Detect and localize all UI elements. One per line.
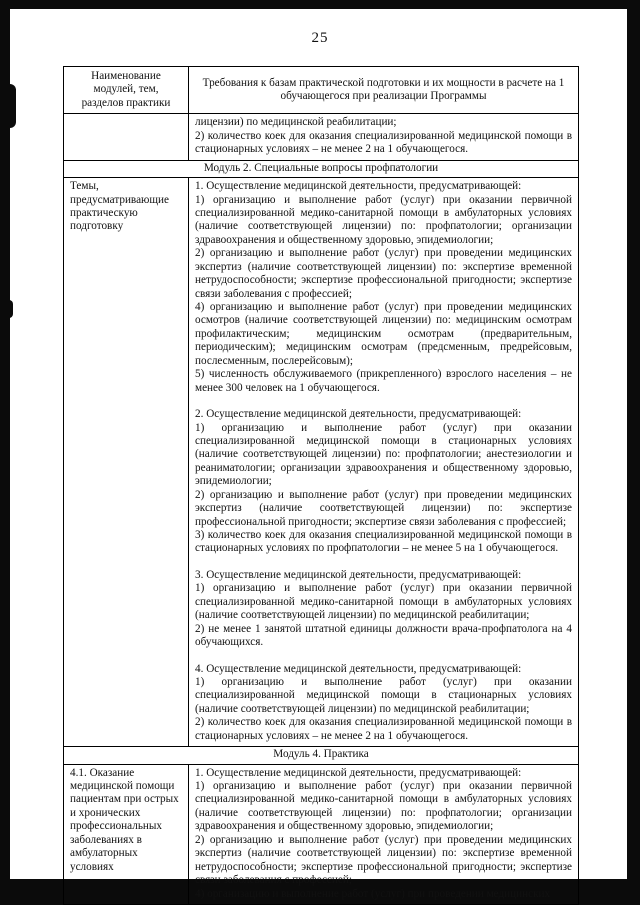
paragraph: 4) организацию и выполнение работ (услуг) при проведении медицинских осмотров (наличие соответствующей лицензии) по: медицинским осмотрам профилактическим; медицинским осмотрам (предварительным, периодическим); медицинским осмотрам (предсменным, предрейсовым, послесменным, послерейсовым); [195,301,572,367]
cell-module-practice: 4.1. Оказание медицинской помощи пациентам при острых и хронических профессиональных заболеваниях в амбулаторных условиях [64,764,189,904]
paragraph: 1) организацию и выполнение работ (услуг) при оказании первичной специализированной медико-санитарной помощи в амбулаторных условиях (наличие соответствующей лицензии) по медицинской реабилитации; [195,582,572,622]
paragraph: 4) организацию и выполнение работ (услуг) при проведении медицинских [195,887,551,900]
paragraph: 1. Осуществление медицинской деятельности, предусматривающей: [195,766,522,779]
paragraph: 4. Осуществление медицинской деятельности, предусматривающей: [195,662,522,675]
section-row-module4 [64,747,579,764]
table-row-topics [64,178,579,747]
paragraph: 2. Осуществление медицинской деятельности, предусматривающей: [195,408,522,421]
cell-module-empty [64,114,189,160]
requirements-table [63,66,579,905]
page-number: 25 [311,30,329,46]
scan-edge-top [0,0,640,9]
paragraph: 2) организацию и выполнение работ (услуг) при проведении медицинских экспертиз (наличие соответствующей лицензии) по: экспертизе временной нетрудоспособности; экспертизе профессиональной пригодности; экспертизе связи заболевания с профессией; [195,833,572,887]
scan-artifact [0,84,16,128]
section-row-module2 [64,160,579,177]
section-title-module4: Модуль 4. Практика [64,747,579,764]
paragraph: 1) организацию и выполнение работ (услуг) при оказании специализированной медицинской помощи в стационарных условиях (наличие соответствующей лицензии) по: профпатологии; анестезиологии и реаниматологии; организации здравоохранения и общественному здоровью, эпидемиологии; [195,421,572,488]
paragraph: 2) организацию и выполнение работ (услуг) при проведении медицинских экспертиз (наличие соответствующей лицензии) по: экспертизе профессиональной пригодности; экспертизе связи заболевания с профессией; [195,488,572,528]
paragraph: 1) организацию и выполнение работ (услуг) при оказании первичной специализированной медико-санитарной помощи в амбулаторных условиях (наличие соответствующей лицензии) по: профпатологии; организации здравоохранения и общественному здоровью, эпидемиологии; [195,193,572,246]
paragraph-block [195,408,572,556]
header-col-modules: Наименование модулей, тем, разделов практики [64,67,189,114]
cell-requirements-topics [189,178,579,747]
table-header-row [64,67,579,114]
paragraph: 2) организацию и выполнение работ (услуг) при проведении медицинских экспертиз (наличие соответствующей лицензии) по: экспертизе временной нетрудоспособности; экспертизе профессиональной пригодности; экспертизе связи заболевания с профессией; [195,247,572,300]
cell-requirements-continuation [189,114,579,160]
scan-edge-left [0,0,10,905]
cell-module-topics: Темы, предусматривающие практическую подготовку [64,178,189,747]
header-col-requirements: Требования к базам практической подготовки и их мощности в расчете на 1 обучающегося при реализации Программы [189,67,579,114]
section-title-module2: Модуль 2. Специальные вопросы профпатологии [64,160,579,177]
paragraph-block [195,116,572,156]
paragraph: 2) количество коек для оказания специализированной медицинской помощи в стационарных условиях – не менее 2 на 1 обучающегося. [195,129,572,156]
paragraph: 2) количество коек для оказания специализированной медицинской помощи в стационарных условиях – не менее 2 на 1 обучающегося. [195,716,572,742]
paragraph-block [195,767,572,901]
paragraph: 2) не менее 1 занятой штатной единицы должности врача-профпатолога на 4 обучающихся. [195,622,572,649]
cell-requirements-practice [189,764,579,904]
paragraph: 3. Осуществление медицинской деятельности, предусматривающей: [195,568,522,581]
paragraph: 1) организацию и выполнение работ (услуг) при оказании специализированной медицинской помощи в стационарных условиях (наличие соответствующей лицензии) по медицинской реабилитации; [195,675,572,715]
scan-artifact [0,300,13,318]
paragraph-block [195,663,572,744]
paragraph: 1) организацию и выполнение работ (услуг) при оказании первичной специализированной медико-санитарной помощи в амбулаторных условиях (наличие соответствующей лицензии) по: профпатологии; организации здравоохранения и общественному здоровью, эпидемиологии; [195,780,572,833]
scan-edge-right [627,0,640,905]
paragraph: 3) количество коек для оказания специализированной медицинской помощи в стационарных условиях по профпатологии – не менее 5 на 1 обучающегося. [195,529,572,555]
paragraph: 5) численность обслуживаемого (прикрепленного) взрослого населения – не менее 300 человек на 1 обучающегося. [195,368,572,394]
table-row-practice [64,764,579,904]
paragraph-block [195,180,572,395]
paragraph: лицензии) по медицинской реабилитации; [195,116,397,129]
table-row-continuation [64,114,579,160]
paragraph: 1. Осуществление медицинской деятельности, предусматривающей: [195,180,522,193]
paragraph-block [195,569,572,650]
